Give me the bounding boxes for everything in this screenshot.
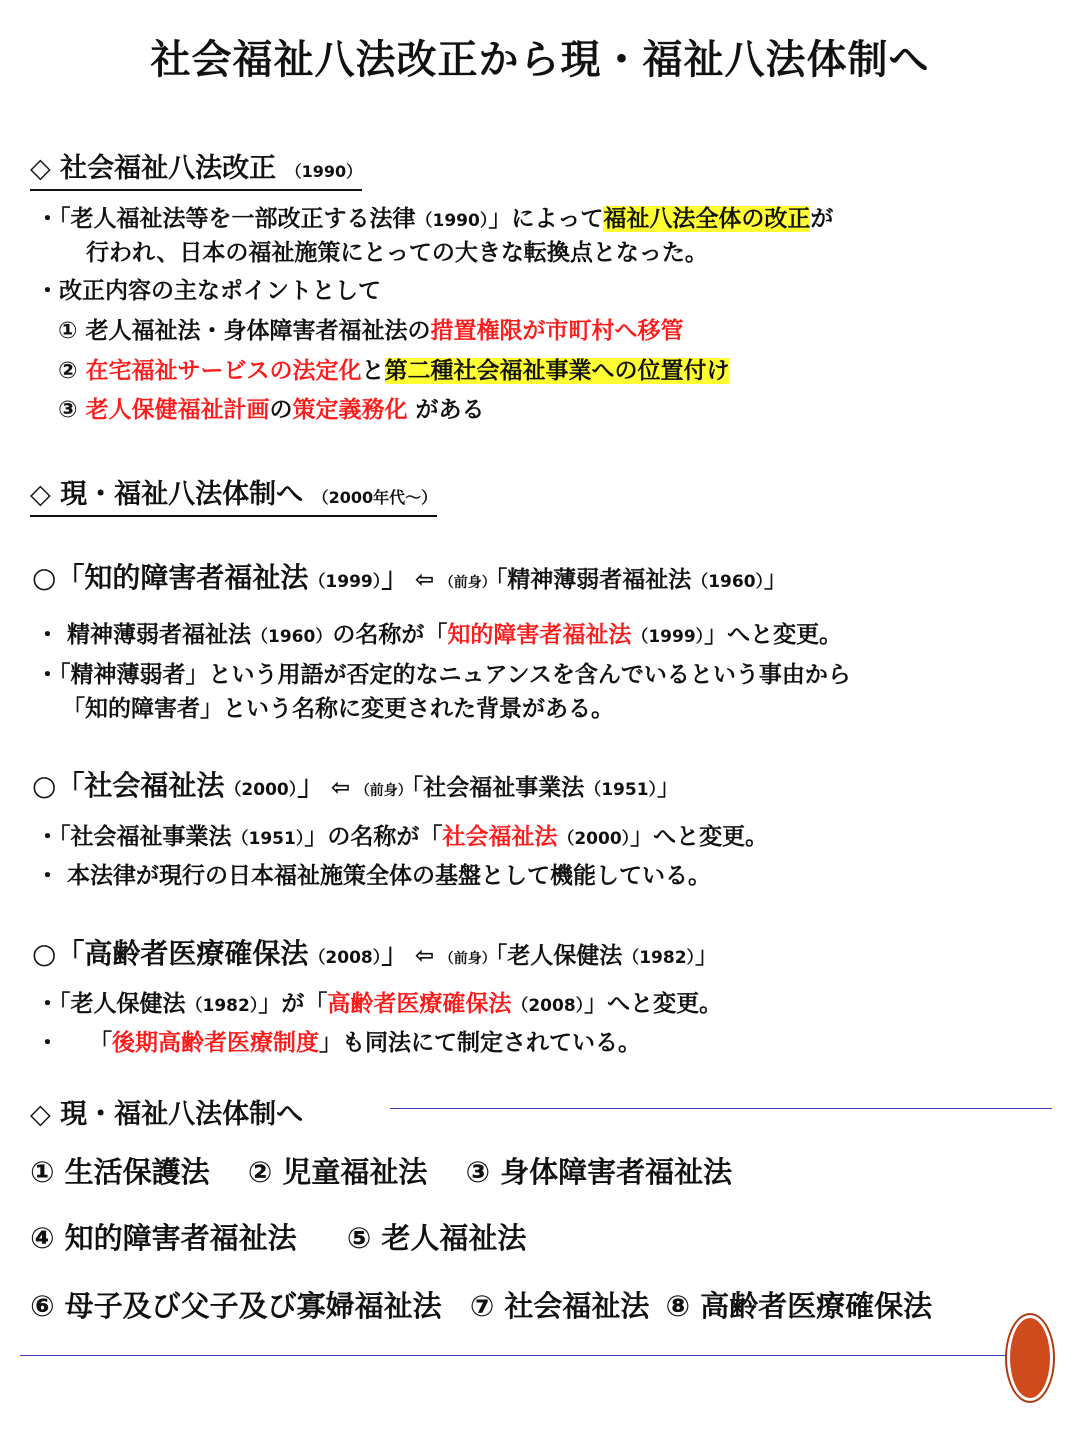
left-arrow-icon: ⇦ [414, 567, 435, 593]
bullet-text: 」によって [488, 206, 604, 232]
point-number: ① [58, 318, 78, 344]
bullet-text: 「社会福祉事業法 [59, 824, 232, 850]
predecessor-label: （前身） [439, 951, 496, 967]
law-heading-text: 」 [381, 937, 410, 970]
law-heading-elderly-medical [32, 932, 718, 972]
law2-bullet-2 [36, 857, 711, 890]
point-number: ② [58, 358, 78, 384]
bullet-text: 」も同法にて制定されている。 [319, 1030, 642, 1056]
law3-bullet-2 [36, 1024, 641, 1057]
red-text: 高齢者医療確保法 [327, 991, 512, 1017]
bullet-dot: ・ [36, 991, 59, 1017]
year-text: （2008） [511, 996, 585, 1016]
reform-point-2 [58, 352, 730, 385]
bullet-text: 改正内容の主なポイントとして [59, 278, 381, 304]
law-list-item: ① 生活保護法 [30, 1155, 210, 1189]
point-text: と [361, 358, 385, 384]
bullet-text: 」の名称が「 [304, 824, 443, 850]
law-list-item: ③ 身体障害者福祉法 [465, 1155, 733, 1189]
bullet-text: 精神薄弱者福祉法 [67, 622, 252, 648]
left-arrow-icon: ⇦ [330, 775, 351, 801]
bullet-points-intro [36, 272, 381, 305]
section-heading-sub: （2000年代～） [312, 488, 438, 507]
page-marker-icon [1007, 1315, 1053, 1401]
law-heading-text: 」 [297, 769, 326, 802]
predecessor-text: 「精神薄弱者福祉法 [495, 567, 692, 593]
year-text: （1982） [185, 996, 259, 1016]
red-text: 在宅福祉サービスの法定化 [85, 358, 362, 384]
predecessor-label: （前身） [439, 575, 496, 591]
section-divider [390, 1108, 1052, 1109]
highlight-text: 福祉八法全体の改正 [603, 206, 811, 232]
reform-point-1 [58, 312, 684, 345]
red-text: 後期高齢者医療制度 [112, 1030, 320, 1056]
year-text: （1960） [251, 627, 333, 647]
year-text: （1999） [308, 572, 382, 592]
law-list-item: ⑤ 老人福祉法 [346, 1221, 527, 1255]
point-text: がある [415, 397, 485, 423]
section-heading-text: ◇ 社会福祉八法改正 [30, 153, 277, 184]
point-text: の [269, 397, 293, 423]
law-heading-text: ○「高齢者医療確保法 [32, 937, 309, 970]
law1-bullet-1 [36, 616, 842, 649]
section-heading-text: ◇ 現・福祉八法体制へ [30, 479, 304, 510]
predecessor-text: 「社会福祉事業法 [411, 775, 585, 801]
year-text: （1951） [231, 829, 305, 849]
law2-bullet-1 [36, 818, 768, 851]
year-text: （1982） [622, 948, 696, 968]
bullet-text: 」が「 [258, 991, 328, 1017]
page-title: 社会福祉八法改正から現・福祉八法体制へ [150, 37, 930, 83]
red-text: 策定義務化 [292, 397, 408, 423]
year-text: （1951） [584, 780, 658, 800]
point-text: 老人福祉法・身体障害者福祉法の [85, 318, 431, 344]
bullet-reform-law [36, 200, 833, 233]
predecessor-text: 」 [764, 567, 788, 593]
reform-point-3 [58, 391, 485, 424]
year-text: （1990） [415, 211, 489, 231]
year-text: （2000） [557, 829, 631, 849]
law-list-item: ⑧ 高齢者医療確保法 [665, 1289, 933, 1323]
red-text: 老人保健福祉計画 [85, 397, 270, 423]
law-heading-intellectual-disability [32, 556, 787, 596]
bullet-text: 」へと変更。 [704, 622, 843, 648]
section-heading-current [30, 472, 437, 517]
law-list-item: ⑦ 社会福祉法 [469, 1289, 650, 1323]
law-list-row-1 [30, 1150, 732, 1191]
law3-bullet-1 [36, 985, 722, 1018]
bullet-text: 「老人保健法 [59, 991, 186, 1017]
bullet-text: 「 [89, 1030, 113, 1056]
law-heading-text: ○「社会福祉法 [32, 769, 225, 802]
bullet-dot: ・ [36, 622, 59, 648]
law1-bullet-2 [36, 656, 851, 689]
law-heading-text: ○「知的障害者福祉法 [32, 561, 309, 594]
predecessor-text: 」 [657, 775, 681, 801]
highlight-text: 第二種社会福祉事業への位置付け [384, 358, 730, 384]
section-heading-eight-laws: ◇ 現・福祉八法体制へ [30, 1099, 304, 1130]
bullet-reform-law-line2: 行われ、日本の福祉施策にとっての大きな転換点となった。 [86, 240, 708, 266]
law-list-row-3 [30, 1284, 932, 1325]
year-text: （2008） [308, 948, 382, 968]
bullet-dot: ・ [36, 206, 59, 232]
predecessor-text: 」 [695, 943, 719, 969]
year-text: （2000） [224, 780, 298, 800]
law-heading-text: 」 [381, 561, 410, 594]
bullet-dot: ・ [36, 863, 59, 889]
bullet-dot: ・ [36, 662, 59, 688]
law-list-row-2 [30, 1216, 526, 1257]
bullet-text: が [810, 206, 834, 232]
bullet-text: 「老人福祉法等を一部改正する法律 [59, 206, 416, 232]
left-arrow-icon: ⇦ [414, 943, 435, 969]
bullet-dot: ・ [36, 1030, 59, 1056]
bullet-text: の名称が「 [332, 622, 448, 648]
point-number: ③ [58, 397, 78, 423]
year-text: （1960） [691, 572, 765, 592]
law1-bullet-2-line2: 「知的障害者」という名称に変更された背景がある。 [62, 696, 614, 722]
predecessor-text: 「老人保健法 [495, 943, 623, 969]
bullet-dot: ・ [36, 824, 59, 850]
law-list-item: ⑥ 母子及び父子及び寡婦福祉法 [30, 1289, 442, 1323]
red-text: 社会福祉法 [442, 824, 558, 850]
law-heading-social-welfare [32, 764, 680, 804]
bullet-text: 」へと変更。 [630, 824, 769, 850]
section-heading-reform [30, 146, 362, 191]
footer-divider [20, 1355, 1040, 1356]
law-list-item: ④ 知的障害者福祉法 [30, 1221, 297, 1255]
section-heading-year: （1990） [285, 162, 363, 181]
bullet-text: 」へと変更。 [584, 991, 723, 1017]
red-text: 知的障害者福祉法 [447, 622, 632, 648]
bullet-text: 「精神薄弱者」という用語が否定的なニュアンスを含んでいるという事由から [59, 662, 851, 688]
bullet-dot: ・ [36, 278, 59, 304]
year-text: （1999） [631, 627, 705, 647]
law-list-item: ② 児童福祉法 [247, 1155, 428, 1189]
red-text: 措置権限が市町村へ移管 [430, 318, 684, 344]
predecessor-label: （前身） [355, 783, 412, 799]
bullet-text: 本法律が現行の日本福祉施策全体の基盤として機能している。 [67, 863, 712, 889]
